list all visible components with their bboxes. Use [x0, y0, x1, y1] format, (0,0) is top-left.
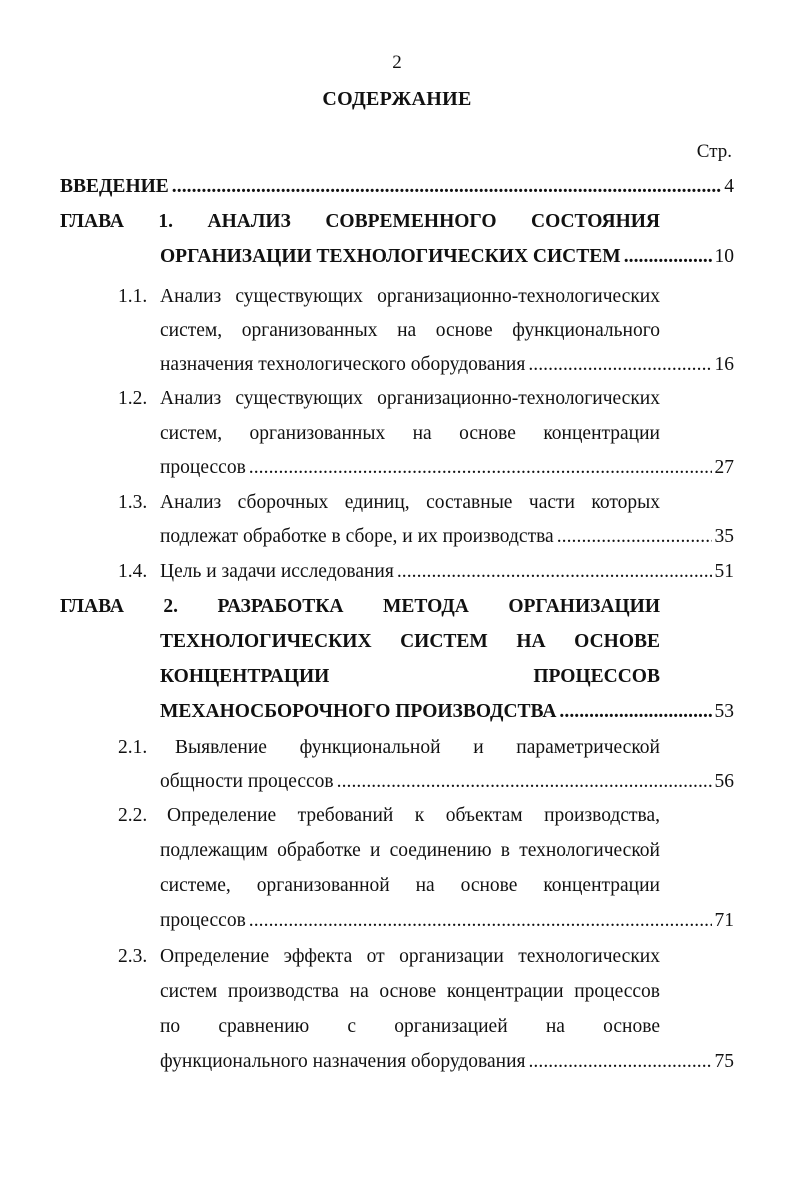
- toc-section-2-3-line: систем производства на основе концентрации процессов: [160, 981, 660, 1002]
- toc-section-1-4-entry[interactable]: [160, 557, 734, 587]
- toc-section-2-1-line: Выявление функциональной и параметрической: [175, 737, 660, 758]
- toc-entry-page: 53: [714, 701, 734, 722]
- toc-section-2-2-line: системе, организованной на основе концентрации: [160, 875, 660, 896]
- toc-entry-page: 35: [714, 526, 734, 547]
- dot-leader: [559, 697, 711, 727]
- page-title: СОДЕРЖАНИЕ: [322, 88, 472, 110]
- section-number: 1.4.: [118, 561, 148, 582]
- toc-section-1-1-entry[interactable]: [160, 350, 734, 380]
- toc-entry-title: подлежат обработке в сборе, и их производства: [160, 526, 554, 547]
- toc-entry-title: Цель и задачи исследования: [160, 561, 394, 582]
- toc-section-1-3-entry[interactable]: [160, 522, 734, 552]
- section-number: 2.2.: [118, 805, 148, 826]
- toc-section-1-1-line: систем, организованных на основе функционального: [160, 320, 660, 341]
- toc-chapter-1-line: ГЛАВА 1. АНАЛИЗ СОВРЕМЕННОГО СОСТОЯНИЯ: [60, 211, 660, 232]
- toc-section-1-2-line: Анализ существующих организационно-технологических: [160, 388, 660, 409]
- toc-entry-page: 27: [714, 457, 734, 478]
- toc-section-2-3-line: по сравнению с организацией на основе: [160, 1016, 660, 1037]
- dot-leader: [557, 522, 712, 552]
- toc-chapter-1-entry[interactable]: [160, 242, 734, 272]
- section-number: 1.2.: [118, 388, 148, 409]
- toc-chapter-2-entry[interactable]: [160, 697, 734, 727]
- dot-leader: [397, 557, 712, 587]
- toc-chapter-2-line: КОНЦЕНТРАЦИИ ПРОЦЕССОВ: [160, 666, 660, 687]
- toc-entry-intro[interactable]: [60, 172, 734, 202]
- toc-entry-page: 71: [714, 910, 734, 931]
- toc-section-2-2-line: подлежащим обработке и соединению в технологической: [160, 840, 660, 861]
- toc-entry-title: процессов: [160, 910, 246, 931]
- page-number: 2: [392, 52, 402, 73]
- toc-chapter-2-line: ТЕХНОЛОГИЧЕСКИХ СИСТЕМ НА ОСНОВЕ: [160, 631, 660, 652]
- section-number: 1.1.: [118, 286, 148, 307]
- toc-chapter-2-line: ГЛАВА 2. РАЗРАБОТКА МЕТОДА ОРГАНИЗАЦИИ: [60, 596, 660, 617]
- toc-entry-title: процессов: [160, 457, 246, 478]
- toc-section-2-1-entry[interactable]: [160, 767, 734, 797]
- dot-leader: [337, 767, 712, 797]
- toc-entry-title: общности процессов: [160, 771, 334, 792]
- toc-entry-title: ВВЕДЕНИЕ: [60, 176, 169, 197]
- toc-entry-page: 75: [714, 1051, 734, 1072]
- toc-section-1-3-line: Анализ сборочных единиц, составные части которых: [160, 492, 660, 513]
- toc-section-2-3-entry[interactable]: [160, 1047, 734, 1077]
- toc-section-1-2-entry[interactable]: [160, 453, 734, 483]
- toc-section-1-2-line: систем, организованных на основе концентрации: [160, 423, 660, 444]
- toc-entry-title: МЕХАНОСБОРОЧНОГО ПРОИЗВОДСТВА: [160, 701, 557, 722]
- dot-leader: [172, 172, 721, 202]
- toc-entry-title: функционального назначения оборудования: [160, 1051, 526, 1072]
- section-number: 1.3.: [118, 492, 148, 513]
- dot-leader: [528, 1047, 711, 1077]
- page-column-label: Стр.: [696, 141, 732, 162]
- dot-leader: [249, 453, 712, 483]
- toc-entry-page: 56: [714, 771, 734, 792]
- toc-section-2-2-entry[interactable]: [160, 906, 734, 936]
- dot-leader: [624, 242, 712, 272]
- section-number: 2.3.: [118, 946, 148, 967]
- toc-entry-page: 16: [714, 354, 734, 375]
- toc-section-2-2-line: Определение требований к объектам производства,: [167, 805, 660, 826]
- dot-leader: [249, 906, 712, 936]
- dot-leader: [528, 350, 711, 380]
- toc-entry-page: 4: [724, 176, 734, 197]
- toc-entry-page: 51: [714, 561, 734, 582]
- toc-entry-title: назначения технологического оборудования: [160, 354, 526, 375]
- toc-entry-page: 10: [714, 246, 734, 267]
- toc-entry-title: ОРГАНИЗАЦИИ ТЕХНОЛОГИЧЕСКИХ СИСТЕМ: [160, 246, 621, 267]
- section-number: 2.1.: [118, 737, 148, 758]
- toc-section-1-1-line: Анализ существующих организационно-технологических: [160, 286, 660, 307]
- toc-section-2-3-line: Определение эффекта от организации технологических: [160, 946, 660, 967]
